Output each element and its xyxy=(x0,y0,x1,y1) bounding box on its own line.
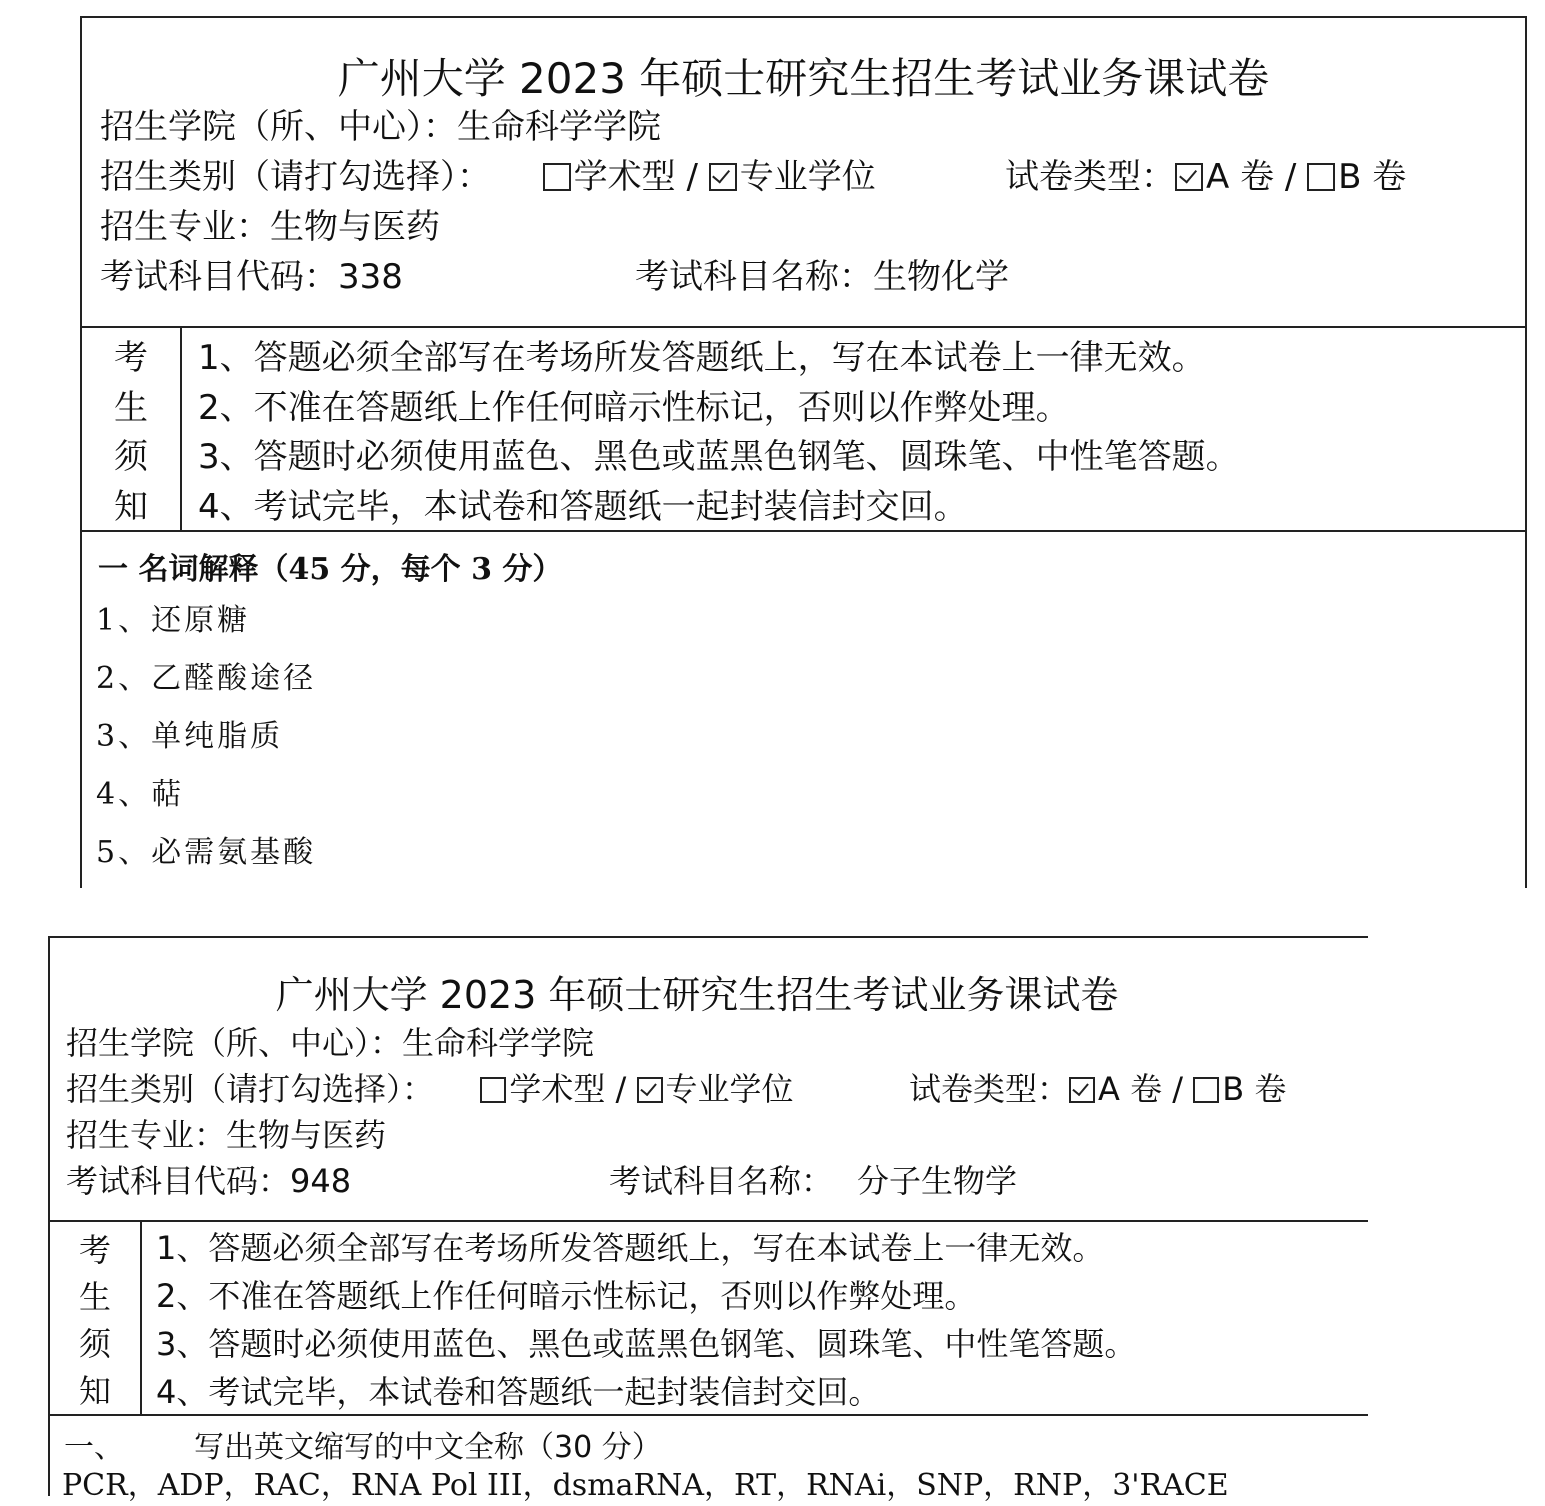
category-academic-label: 学术型 xyxy=(509,1070,606,1108)
notice-char: 须 xyxy=(78,1324,111,1363)
notice-item: 2、不准在答题纸上作任何暗示性标记，否则以作弊处理。 xyxy=(198,387,1070,428)
notice-side-label xyxy=(50,1222,142,1414)
paper-type-group xyxy=(1005,152,1406,202)
question-item: 5、必需氨基酸 xyxy=(96,835,317,870)
exam-header xyxy=(82,18,1525,326)
subject-row xyxy=(66,1158,1368,1204)
notice-items xyxy=(182,328,1240,530)
notice-item: 3、答题时必须使用蓝色、黑色或蓝黑色钢笔、圆珠笔、中性笔答题。 xyxy=(156,1325,1137,1363)
section-number: 一、 xyxy=(64,1430,124,1465)
subject-name-label: 考试科目名称： xyxy=(635,257,873,297)
college-value: 生命科学学院 xyxy=(402,1024,595,1062)
college-label: 招生学院（所、中心）： xyxy=(100,107,457,147)
major-label: 招生专业： xyxy=(100,207,270,247)
category-professional-label: 专业学位 xyxy=(665,1070,794,1108)
checkbox-academic xyxy=(480,1077,506,1103)
exam-title: 广州大学 2023 年硕士研究生招生考试业务课试卷 xyxy=(275,973,1119,1017)
category-academic-label: 学术型 xyxy=(573,157,676,197)
checkbox-academic xyxy=(543,163,571,191)
category-row xyxy=(100,152,1525,202)
subject-code-value: 948 xyxy=(290,1162,352,1200)
candidate-notice xyxy=(50,1220,1368,1416)
major-value: 生物与医药 xyxy=(226,1116,387,1154)
checkbox-paper-b xyxy=(1307,163,1335,191)
subject-name-value: 生物化学 xyxy=(873,257,1009,297)
notice-char: 考 xyxy=(114,338,148,379)
paper-separator: / xyxy=(1172,1070,1184,1108)
subject-code-value: 338 xyxy=(338,257,403,297)
checkbox-professional-checked xyxy=(709,163,737,191)
exam-sheet-biochemistry xyxy=(80,16,1527,888)
checkbox-paper-a-checked xyxy=(1069,1077,1095,1103)
notice-items xyxy=(142,1222,1136,1414)
paper-b-label: B 卷 xyxy=(1338,157,1407,197)
notice-item: 1、答题必须全部写在考场所发答题纸上，写在本试卷上一律无效。 xyxy=(156,1229,1105,1267)
college-row xyxy=(100,102,1525,152)
subject-code-label: 考试科目代码： xyxy=(100,257,338,297)
category-separator: / xyxy=(686,157,698,197)
candidate-notice xyxy=(82,326,1525,532)
question-item: PCR，ADP，RAC，RNA Pol III，dsmaRNA，RT，RNAi，SNP，RNP，3'RACE xyxy=(62,1468,1229,1503)
subject-name-label: 考试科目名称： xyxy=(609,1162,834,1200)
question-item: 2、乙醛酸途径 xyxy=(96,661,317,696)
notice-char: 知 xyxy=(114,486,148,527)
notice-item: 1、答题必须全部写在考场所发答题纸上，写在本试卷上一律无效。 xyxy=(198,338,1206,379)
paper-type-label: 试卷类型： xyxy=(1005,157,1175,197)
question-item: 3、单纯脂质 xyxy=(96,719,284,754)
paper-a-label: A 卷 xyxy=(1098,1070,1163,1108)
major-row xyxy=(66,1112,1368,1158)
subject-row xyxy=(100,252,1525,302)
category-separator: / xyxy=(615,1070,627,1108)
paper-type-label: 试卷类型： xyxy=(909,1070,1070,1108)
category-row xyxy=(66,1066,1368,1112)
category-label: 招生类别（请打勾选择）： xyxy=(100,157,491,197)
section-title xyxy=(50,1416,1368,1466)
question-item: 4、萜 xyxy=(96,777,185,812)
checkbox-paper-b xyxy=(1193,1077,1219,1103)
notice-side-label xyxy=(82,328,182,530)
section-title: 一 名词解释（45 分，每个 3 分） xyxy=(98,552,563,587)
checkbox-paper-a-checked xyxy=(1175,163,1203,191)
notice-char: 生 xyxy=(114,387,148,428)
paper-a-label: A 卷 xyxy=(1206,157,1275,197)
college-label: 招生学院（所、中心）： xyxy=(66,1024,403,1062)
paper-b-label: B 卷 xyxy=(1222,1070,1287,1108)
notice-char: 生 xyxy=(78,1277,111,1316)
notice-char: 知 xyxy=(78,1371,111,1410)
section-title-text: 写出英文缩写的中文全称（30 分） xyxy=(194,1430,662,1465)
category-professional-label: 专业学位 xyxy=(739,157,876,197)
checkbox-professional-checked xyxy=(637,1077,663,1103)
question-item: 1、还原糖 xyxy=(96,603,251,638)
exam-header xyxy=(50,938,1368,1220)
subject-name-group xyxy=(609,1158,1017,1204)
notice-item: 4、考试完毕，本试卷和答题纸一起封装信封交回。 xyxy=(156,1373,881,1411)
subject-code-label: 考试科目代码： xyxy=(66,1162,291,1200)
subject-name-value: 分子生物学 xyxy=(857,1162,1018,1200)
category-label: 招生类别（请打勾选择）： xyxy=(66,1070,435,1108)
exam-sheet-molecular-biology xyxy=(48,936,1368,1503)
notice-char: 考 xyxy=(78,1230,111,1269)
notice-item: 2、不准在答题纸上作任何暗示性标记，否则以作弊处理。 xyxy=(156,1277,977,1315)
college-value: 生命科学学院 xyxy=(457,107,661,147)
notice-item: 4、考试完毕，本试卷和答题纸一起封装信封交回。 xyxy=(198,486,968,527)
major-value: 生物与医药 xyxy=(270,207,440,247)
notice-item: 3、答题时必须使用蓝色、黑色或蓝黑色钢笔、圆珠笔、中性笔答题。 xyxy=(198,437,1240,478)
college-row xyxy=(66,1020,1368,1066)
major-row xyxy=(100,202,1525,252)
major-label: 招生专业： xyxy=(66,1116,227,1154)
paper-separator: / xyxy=(1284,157,1297,197)
subject-name-group xyxy=(635,252,1009,302)
notice-char: 须 xyxy=(114,437,148,478)
exam-title: 广州大学 2023 年硕士研究生招生考试业务课试卷 xyxy=(337,54,1270,103)
paper-type-group xyxy=(909,1066,1286,1112)
